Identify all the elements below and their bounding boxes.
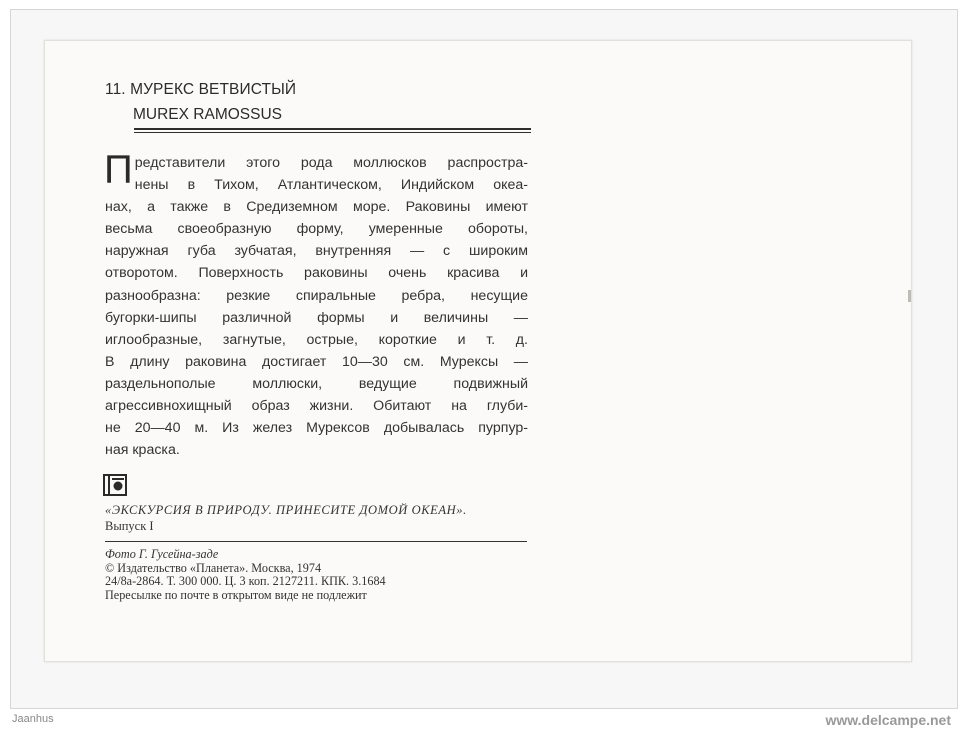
drop-cap: П xyxy=(104,148,133,192)
body-line: наружная губа зубчатая, внутренняя — с широким xyxy=(105,243,528,260)
title-latin: MUREX RAMOSSUS xyxy=(133,106,282,123)
description-text xyxy=(104,148,528,461)
credits-block xyxy=(105,548,386,602)
card-edge-mark xyxy=(908,290,911,302)
body-line: ная краска. xyxy=(105,442,180,459)
issue-number: Выпуск I xyxy=(105,519,154,533)
body-line: В длину раковина достигает 10—30 см. Мурексы — xyxy=(105,353,528,370)
series-title: «ЭКСКУРСИЯ В ПРИРОДУ. ПРИНЕСИТЕ ДОМОЙ ОКЕАН». xyxy=(105,503,467,517)
postal-note: Пересылке по почте в открытом виде не подлежит xyxy=(105,587,367,602)
body-line: не 20—40 м. Из желез Мурексов добывалась пурпур- xyxy=(105,420,528,437)
body-line: редставители этого рода моллюсков распростра- xyxy=(134,155,528,171)
body-line: разнообразна: резкие спиральные ребра, несущие xyxy=(105,287,528,304)
credits-rule xyxy=(105,541,527,542)
photo-credit: Фото Г. Гусейна-заде xyxy=(105,547,219,561)
publisher-line: © Издательство «Планета». Москва, 1974 xyxy=(105,560,322,575)
uploader-watermark: Jaanhus xyxy=(12,713,54,725)
body-line: агрессивнохищный образ жизни. Обитают на глуби- xyxy=(105,398,528,415)
body-line: раздельнополые моллюски, ведущие подвижный xyxy=(105,375,528,392)
title-double-rule xyxy=(134,128,531,130)
body-line: отворотом. Поверхность раковины очень красива и xyxy=(105,265,528,282)
body-line: бугорки-шипы различной формы и величины — xyxy=(105,309,528,326)
title-russian: 11. МУРЕКС ВЕТВИСТЫЙ xyxy=(105,81,297,98)
title-block xyxy=(105,80,296,124)
body-line: весьма своеобразную форму, умеренные обороты, xyxy=(105,221,528,238)
site-watermark: www.delcampe.net xyxy=(825,712,951,728)
print-info: 24/8а-2864. Т. 300 000. Ц. 3 коп. 2127211. КПК. 3.1684 xyxy=(105,574,386,589)
publisher-logo-icon xyxy=(103,474,127,496)
body-line: нены в Тихом, Атлантическом, Индийском океа- xyxy=(134,177,528,194)
body-line: иглообразные, загнутые, острые, короткие и т. д. xyxy=(105,331,528,348)
body-line: нах, а также в Средиземном море. Раковины имеют xyxy=(105,199,528,216)
